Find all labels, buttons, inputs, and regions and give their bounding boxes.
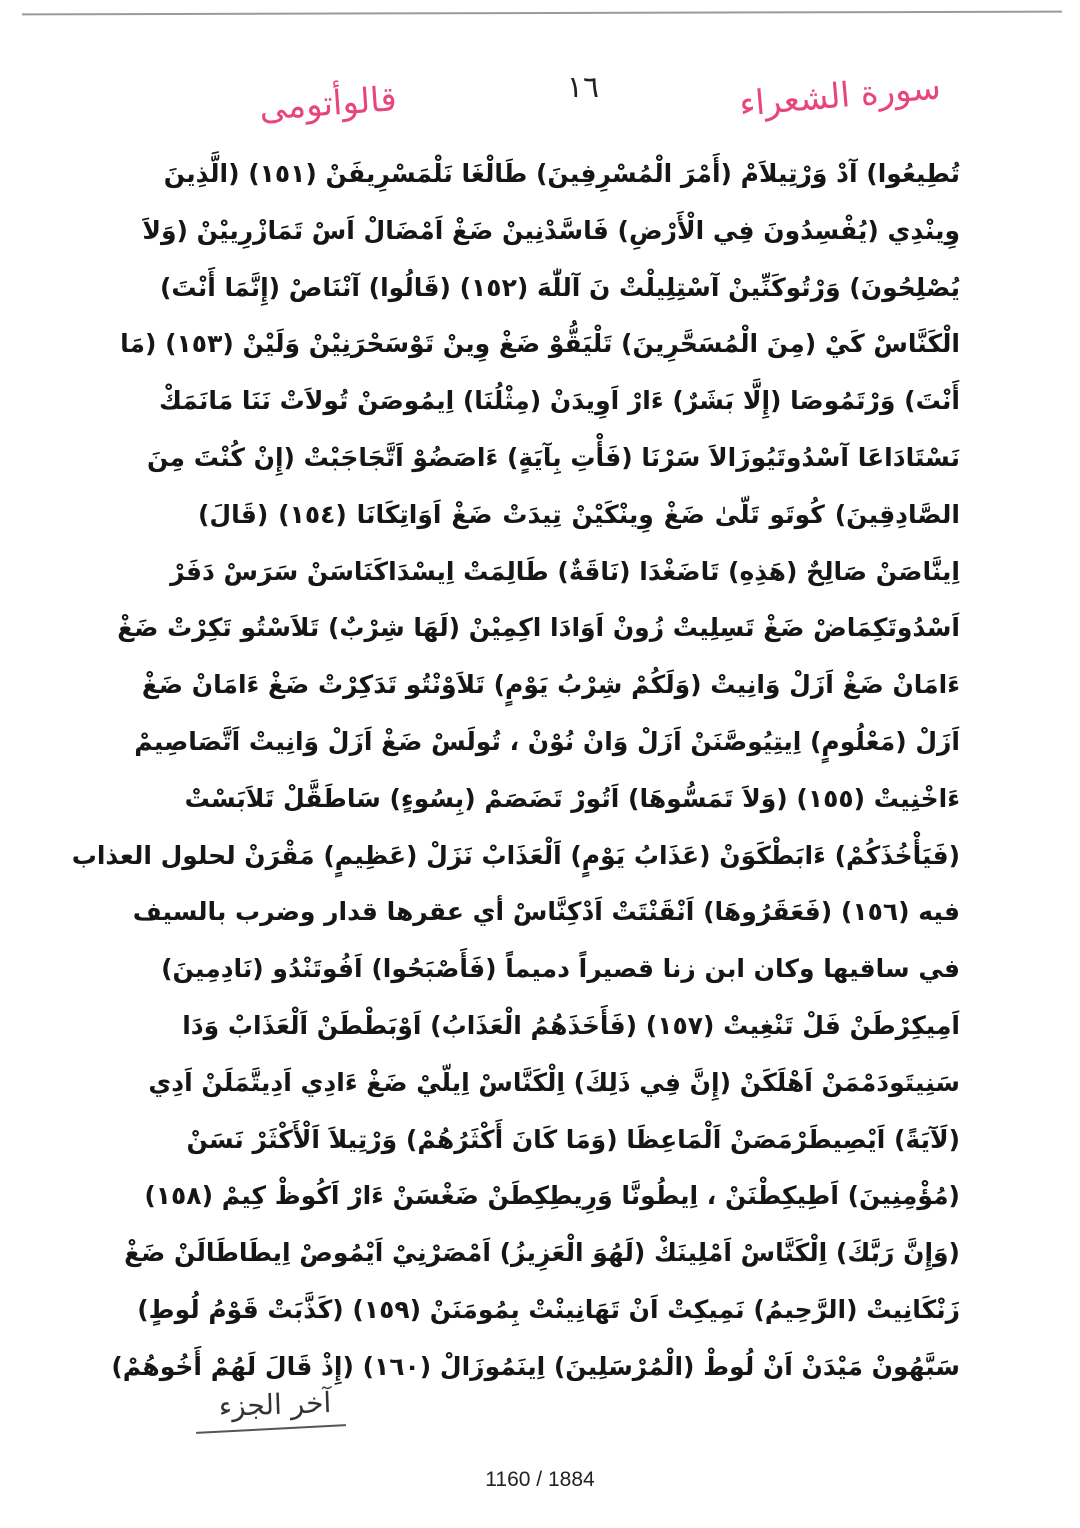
text-line: وِينْدِي (يُفْسِدُونَ فِي الْأَرْضِ) فَاسَّدْنِينْ ضَغْ اَمْضَالْ اَسْ تَمَازْرِييْنْ (وَلاَ <box>142 215 960 245</box>
page-number: ١٦ <box>566 70 600 105</box>
text-line: تُطِيعُوا) آدْ وَرْتِيلاَمْ (أَمْرَ الْمُسْرِفِينَ) طَالْغَا نَلْمَسْرِيفَنْ (١٥١) (الَّذِينَ <box>163 159 960 188</box>
text-line: (لَآيَةً) اَيْصِيطَرْمَصَنْ اَلْمَاعِظَا (وَمَا كَانَ أَكْثَرُهُمْ) وَرْتِيلاَ اَلْأَكْثَرْ نَسَنْ <box>186 1124 960 1154</box>
text-line: نَسْتَادَاعَا آسْدُوتَيُوزَالاَ سَرْنَا (فَأْتِ بِآيَةٍ) ءَاصَضُوْ اَتَّجَاجَبْتْ (إِنْ كُنْتَ مِنَ <box>147 442 960 472</box>
footnote-underline <box>196 1424 346 1434</box>
text-line: اَزَلْ (مَعْلُومٍ) اِيتِيُوصَّنَنْ اَزَلْ وَانْ نُوْنْ ، تُولَسْ ضَغْ اَزَلْ وَانِيتْ اَتَّصَاصِيمْ <box>134 726 960 756</box>
scan-top-edge <box>22 11 1062 16</box>
text-line: (فَيَأْخُذَكُمْ) ءَابَطْكَوَنْ (عَذَابُ يَوْمٍ) اَلْعَذَابْ نَزَلْ (عَظِيمٍ) مَقْرَنْ لحلول العذاب <box>71 840 960 870</box>
page-header-surah-name: سورة الشعراء <box>737 67 943 125</box>
text-line: الصَّادِقِينَ) كُوتَو تَلّىٰ ضَغْ وِينْكَيْنْ تِيدَتْ ضَغْ اَوَاتِكَانَا (١٥٤) (قَالَ) <box>198 499 960 529</box>
text-line: اَمِيكِرْطَنْ فَلْ تَنْغِيتْ (١٥٧) (فَأَخَذَهُمُ الْعَذَابُ) اَوْبَطْطَنْ اَلْعَذَابْ وَدَا <box>182 1010 960 1040</box>
text-line: فيه (١٥٦) (فَعَقَرُوهَا) اَنْقَنْتَتْ اَدْكِنَّاسْ أي عقرها قدار وضرب بالسيف <box>132 897 960 927</box>
text-line: (وَإِنَّ رَبَّكَ) اِلْكَنَّاسْ اَمْلِينَكْ (لَهُوَ الْعَزِيزُ) اَمْصَرْنِيْ اَيْمُوصْ اِيطَاطَالَنْ ضَغْ <box>124 1238 960 1268</box>
text-line: سَنِيتَودَمْمَنْ اَهْلَكَنْ (إِنَّ فِي ذَلِكَ) اِلْكَنَّاسْ اِيلّيْ ضَغْ ءَادِي اَدِيتَّمَلَنْ اَدِي <box>148 1067 960 1097</box>
text-line: زَنْكَانِيتْ (الرَّحِيمُ) نَمِيكِتْ اَنْ تَهَانِينْتْ بِمُومَنَنْ (١٥٩) (كَذَّبَتْ قَوْمُ لُوطٍ) <box>137 1294 960 1324</box>
text-line: ءَامَانْ ضَغْ اَزَلْ وَانِيتْ (وَلَكُمْ شِرْبُ يَوْمٍ) تَلاَوْنْتُو تَدَكِرْتْ ضَغْ ءَامَانْ ضَغْ <box>141 670 960 700</box>
text-line: ءَاخْنِيتْ (١٥٥) (وَلاَ تَمَسُّوهَا) اَتُورْ تَضَصَمْ (بِسُوءٍ) سَاطَقَّلْ تَلاَبَسْتْ <box>184 783 960 813</box>
text-line: أَنْتَ) وَرْتَمُوصَا (إِلَّا بَشَرٌ) ءَارْ اَوِيدَنْ (مِثْلُنَا) اِيمُوصَنْ تُولاَتْ نَنَا مَانَمَكْ <box>158 386 960 416</box>
page-body-text <box>71 146 960 1396</box>
page-header-left-annotation: قالوأتومى <box>257 79 399 129</box>
text-line: في ساقيها وكان ابن زنا قصيراً دميماً (فَأَصْبَحُوا) اَفُوتَنْدُو (نَادِمِينَ) <box>161 954 960 984</box>
text-line: يُصْلِحُونَ) وَرْتُوكَنِّينْ آسْتِلِيلْتْ نَ آللّٰهَ (١٥٢) (قَالُوا) آنْنَاصْ (إِنَّمَا أَنْتَ) <box>160 272 960 302</box>
text-line: سَبَّهُونْ مَيْدَنْ اَنْ لُوطْ (الْمُرْسَلِينَ) اِينَمُوزَالْ (١٦٠) (إِذْ قَالَ لَهُمْ أَخُوهُمْ) <box>111 1351 960 1381</box>
text-line: (مُؤْمِنِينَ) اَطِيكِطْنَنْ ، اِيطُونَّا وَرِيطِكِطَنْ ضَغْسَنْ ءَارْ اَكُوظْ كِيمْ (١٥٨) <box>144 1181 960 1211</box>
text-line: اَسْدُوتَكِمَاضْ ضَغْ تَسِلِيتْ زُونْ اَوَادَا اكِمِيْنْ (لَهَا شِرْبٌ) تَلاَسْتُو تَكِرْتْ ضَغْ <box>117 613 960 643</box>
page-counter: 1160 / 1884 <box>485 1468 595 1491</box>
handwritten-footnote: آخر الجزء <box>218 1386 332 1423</box>
text-line: اِينَّاصَنْ صَالِحٌ (هَذِهِ) تَاضَغْدَا (نَاقَةٌ) طَالِمَتْ اِيسْدَاكَنَاسَنْ سَرَسْ دَفَرْ <box>170 556 960 586</box>
text-line: الْكَنَّاسْ كَيْ (مِنَ الْمُسَحَّرِينَ) تَلْيَقُّوْ ضَغْ وِينْ تَوْسَحْرَنِيْنْ وَلَيْنْ (١٥٣) (مَا <box>120 329 960 359</box>
